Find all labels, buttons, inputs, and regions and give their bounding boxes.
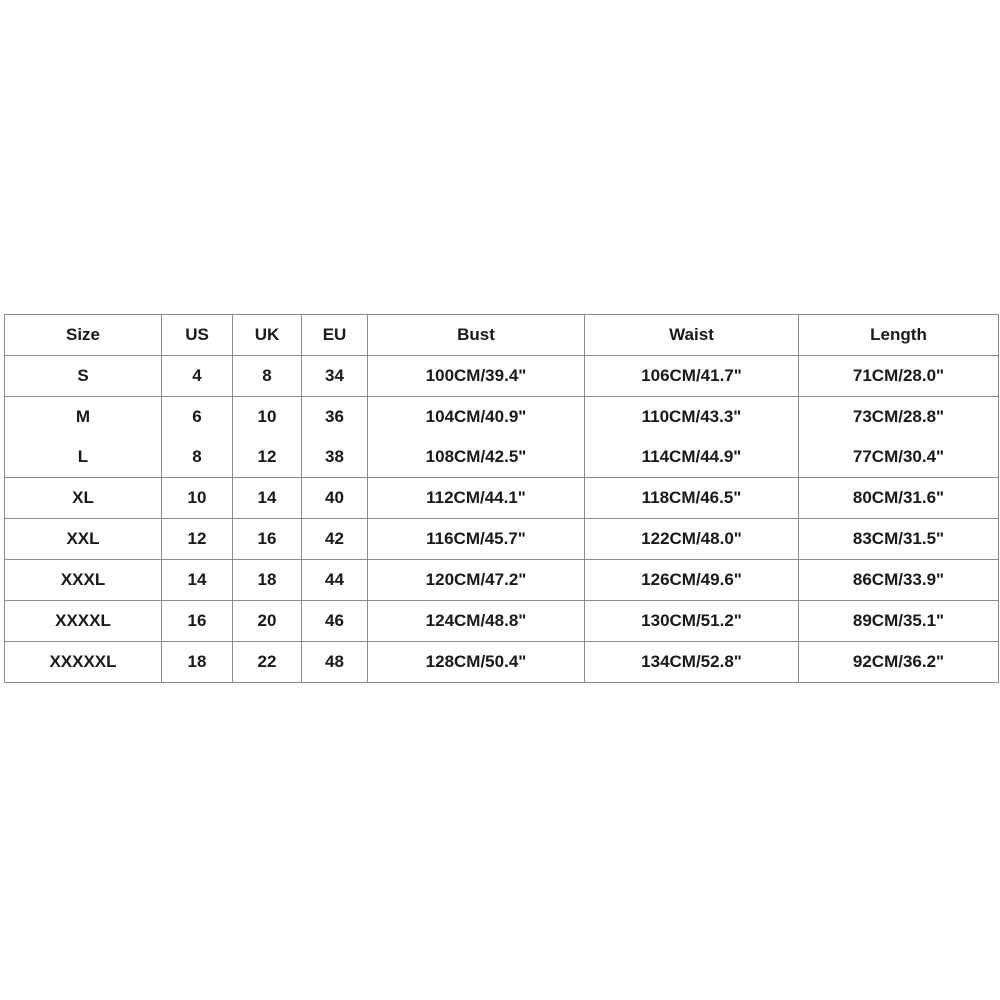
cell-length: 77CM/30.4": [799, 437, 999, 478]
cell-length: 71CM/28.0": [799, 356, 999, 397]
cell-us: 12: [162, 519, 233, 560]
cell-length: 86CM/33.9": [799, 560, 999, 601]
header-uk: UK: [233, 315, 302, 356]
table-row: [5, 519, 999, 560]
table-row: [5, 478, 999, 519]
cell-us: 14: [162, 560, 233, 601]
cell-uk: 12: [233, 437, 302, 478]
cell-bust: 124CM/48.8": [368, 601, 585, 642]
cell-us: 8: [162, 437, 233, 478]
cell-size: L: [5, 437, 162, 478]
cell-waist: 130CM/51.2": [585, 601, 799, 642]
header-waist: Waist: [585, 315, 799, 356]
cell-eu: 44: [302, 560, 368, 601]
cell-length: 89CM/35.1": [799, 601, 999, 642]
cell-size: XL: [5, 478, 162, 519]
cell-bust: 108CM/42.5": [368, 437, 585, 478]
cell-eu: 48: [302, 642, 368, 683]
cell-bust: 100CM/39.4": [368, 356, 585, 397]
cell-us: 16: [162, 601, 233, 642]
table-row: [5, 560, 999, 601]
cell-uk: 20: [233, 601, 302, 642]
cell-uk: 14: [233, 478, 302, 519]
table-row: [5, 601, 999, 642]
cell-bust: 112CM/44.1": [368, 478, 585, 519]
table-header-row: [5, 315, 999, 356]
cell-waist: 118CM/46.5": [585, 478, 799, 519]
table-row: [5, 356, 999, 397]
cell-length: 92CM/36.2": [799, 642, 999, 683]
cell-waist: 126CM/49.6": [585, 560, 799, 601]
cell-waist: 134CM/52.8": [585, 642, 799, 683]
size-chart-table: [4, 314, 999, 683]
cell-size: XXXXXL: [5, 642, 162, 683]
cell-size: M: [5, 397, 162, 438]
cell-eu: 40: [302, 478, 368, 519]
cell-eu: 46: [302, 601, 368, 642]
cell-length: 80CM/31.6": [799, 478, 999, 519]
cell-uk: 8: [233, 356, 302, 397]
table-row: [5, 437, 999, 478]
cell-uk: 10: [233, 397, 302, 438]
cell-us: 6: [162, 397, 233, 438]
cell-size: XXXL: [5, 560, 162, 601]
cell-eu: 34: [302, 356, 368, 397]
cell-size: XXXXL: [5, 601, 162, 642]
cell-us: 4: [162, 356, 233, 397]
cell-bust: 120CM/47.2": [368, 560, 585, 601]
cell-waist: 122CM/48.0": [585, 519, 799, 560]
table-row: [5, 642, 999, 683]
cell-length: 83CM/31.5": [799, 519, 999, 560]
cell-uk: 22: [233, 642, 302, 683]
cell-size: XXL: [5, 519, 162, 560]
cell-bust: 116CM/45.7": [368, 519, 585, 560]
cell-bust: 128CM/50.4": [368, 642, 585, 683]
cell-waist: 114CM/44.9": [585, 437, 799, 478]
cell-bust: 104CM/40.9": [368, 397, 585, 438]
cell-length: 73CM/28.8": [799, 397, 999, 438]
cell-uk: 18: [233, 560, 302, 601]
header-bust: Bust: [368, 315, 585, 356]
cell-eu: 42: [302, 519, 368, 560]
cell-eu: 36: [302, 397, 368, 438]
cell-waist: 106CM/41.7": [585, 356, 799, 397]
cell-uk: 16: [233, 519, 302, 560]
cell-us: 18: [162, 642, 233, 683]
header-length: Length: [799, 315, 999, 356]
cell-eu: 38: [302, 437, 368, 478]
table-row: [5, 397, 999, 438]
header-us: US: [162, 315, 233, 356]
cell-size: S: [5, 356, 162, 397]
cell-us: 10: [162, 478, 233, 519]
header-eu: EU: [302, 315, 368, 356]
header-size: Size: [5, 315, 162, 356]
cell-waist: 110CM/43.3": [585, 397, 799, 438]
